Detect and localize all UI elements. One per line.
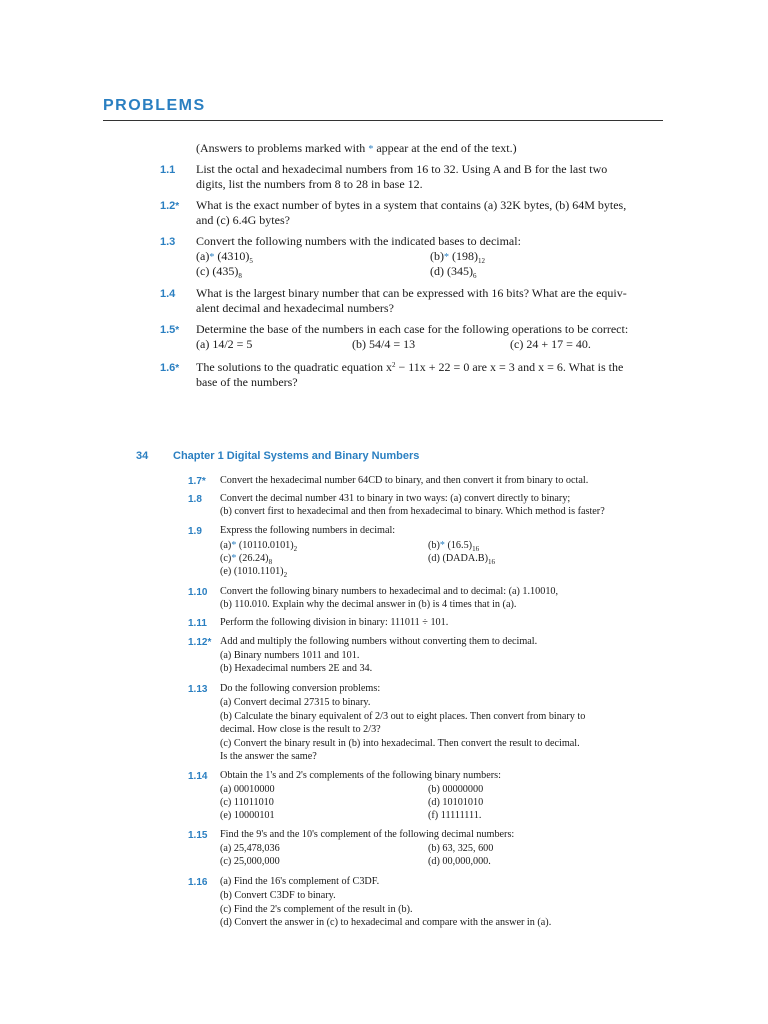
answers-note: (Answers to problems marked with * appear at the end of the text.) [196, 141, 517, 155]
title-rule [103, 120, 663, 121]
problem-number: 1.13 [188, 684, 208, 695]
problem-part: (a) Convert decimal 27315 to binary. [220, 697, 371, 708]
problem-number: 1.5* [160, 324, 180, 336]
chapter-title: Chapter 1 Digital Systems and Binary Numbers [173, 450, 420, 462]
problem-part: Is the answer the same? [220, 751, 317, 762]
operation: (a) 14/2 = 5 [196, 337, 253, 351]
problem-part: (f) 11111111. [428, 810, 482, 821]
problem-number: 1.6* [160, 362, 180, 374]
problem-number: 1.16 [188, 877, 208, 888]
problem-number: 1.15 [188, 830, 208, 841]
problem-text: The solutions to the quadratic equation $x^2 - 11x + 22 = 0$ are x = 3 and x = 6. What is the [196, 360, 624, 374]
problem-part: (b) 63, 325, 600 [428, 843, 494, 854]
problem-part: (b) Hexadecimal numbers 2E and 34. [220, 663, 373, 674]
problem-number: 1.11 [188, 618, 207, 629]
problem-part: (b)* $(198)_{12}$ [430, 249, 485, 265]
problem-number: 1.14 [188, 771, 208, 782]
problem-text: Perform the following division in binary: 111011 ÷ 101. [220, 617, 449, 628]
problem-part: (c) $(435)_8$ [196, 264, 242, 280]
problem-part: (c) Convert the binary result in (b) into hexadecimal. Then convert the result to decimal. [220, 738, 580, 749]
problem-part: (a) 00010000 [220, 784, 275, 795]
problem-number: 1.10 [188, 587, 208, 598]
problem-text: Obtain the 1's and 2's complements of the following binary numbers: [220, 770, 501, 781]
problem-part: (a) Binary numbers 1011 and 101. [220, 650, 360, 661]
problem-text: Add and multiply the following numbers without converting them to decimal. [220, 636, 538, 647]
problem-text: Determine the base of the numbers in each case for the following operations to be correct: [196, 322, 629, 336]
problem-part: (a) Find the 16's complement of C3DF. [220, 876, 380, 887]
problem-part: (e) 10000101 [220, 810, 275, 821]
problem-text: (b) convert first to hexadecimal and then from hexadecimal to binary. Which method is faster? [220, 506, 605, 517]
problem-number: 1.2* [160, 200, 180, 212]
problem-text: Convert the decimal number 431 to binary in two ways: (a) convert directly to binary; [220, 493, 571, 504]
problem-part: (c)* $(26.24)_8$ [220, 553, 273, 566]
problem-text: Express the following numbers in decimal: [220, 525, 396, 536]
problem-text: (b) 110.010. Explain why the decimal answer in (b) is 4 times that in (a). [220, 599, 517, 610]
problem-number: 1.8 [188, 494, 202, 505]
problem-number: 1.9 [188, 526, 202, 537]
page-number: 34 [136, 450, 149, 462]
problem-text: What is the exact number of bytes in a system that contains (a) 32K bytes, (b) 64M bytes, [196, 198, 627, 212]
problem-text: alent decimal and hexadecimal numbers? [196, 301, 394, 315]
problem-part: (a)* $(4310)_5$ [196, 249, 253, 265]
problem-part: (b) Calculate the binary equivalent of 2/3 out to eight places. Then convert from binary to [220, 711, 586, 722]
problem-part: (c) Find the 2's complement of the result in (b). [220, 904, 413, 915]
problem-number: 1.1 [160, 164, 176, 176]
problem-text: digits, list the numbers from 8 to 28 in base 12. [196, 177, 423, 191]
problem-part: (c) 25,000,000 [220, 856, 280, 867]
problem-part: (a) 25,478,036 [220, 843, 280, 854]
problem-number: 1.12* [188, 637, 212, 648]
problem-text: Convert the hexadecimal number 64CD to binary, and then convert it from binary to octal. [220, 475, 589, 486]
problem-part: (b) 00000000 [428, 784, 484, 795]
problem-text: Convert the following binary numbers to hexadecimal and to decimal: (a) 1.10010, [220, 586, 559, 597]
problem-part: (d) Convert the answer in (c) to hexadecimal and compare with the answer in (a). [220, 917, 552, 928]
problem-part: (d) 10101010 [428, 797, 484, 808]
problem-text: base of the numbers? [196, 375, 298, 389]
section-title: PROBLEMS [103, 97, 206, 114]
problem-text: Do the following conversion problems: [220, 683, 381, 694]
problem-part: (d) $(DADA.B)_{16}$ [428, 553, 495, 566]
problem-part: (a)* $(10110.0101)_2$ [220, 540, 298, 553]
problem-text: Find the 9's and the 10's complement of the following decimal numbers: [220, 829, 515, 840]
problem-part: (c) 11011010 [220, 797, 274, 808]
problem-part: decimal. How close is the result to 2/3? [220, 724, 381, 735]
operation: (c) 24 + 17 = 40. [510, 337, 591, 351]
problem-part: (d) $(345)_6$ [430, 264, 477, 280]
problem-part: (b)* $(16.5)_{16}$ [428, 540, 480, 553]
problem-text: Convert the following numbers with the indicated bases to decimal: [196, 234, 521, 248]
problem-part: (e) $(1010.1101)_2$ [220, 566, 288, 579]
problem-number: 1.3 [160, 236, 176, 248]
problem-text: and (c) 6.4G bytes? [196, 213, 290, 227]
problem-number: 1.4 [160, 288, 176, 300]
problem-text: What is the largest binary number that can be expressed with 16 bits? What are the equiv- [196, 286, 627, 300]
operation: (b) 54/4 = 13 [352, 337, 416, 351]
problem-part: (b) Convert C3DF to binary. [220, 890, 336, 901]
problem-part: (d) 00,000,000. [428, 856, 491, 867]
star-marker: * [368, 144, 374, 155]
problem-number: 1.7* [188, 476, 206, 487]
problem-text: List the octal and hexadecimal numbers from 16 to 32. Using A and B for the last two [196, 162, 608, 176]
